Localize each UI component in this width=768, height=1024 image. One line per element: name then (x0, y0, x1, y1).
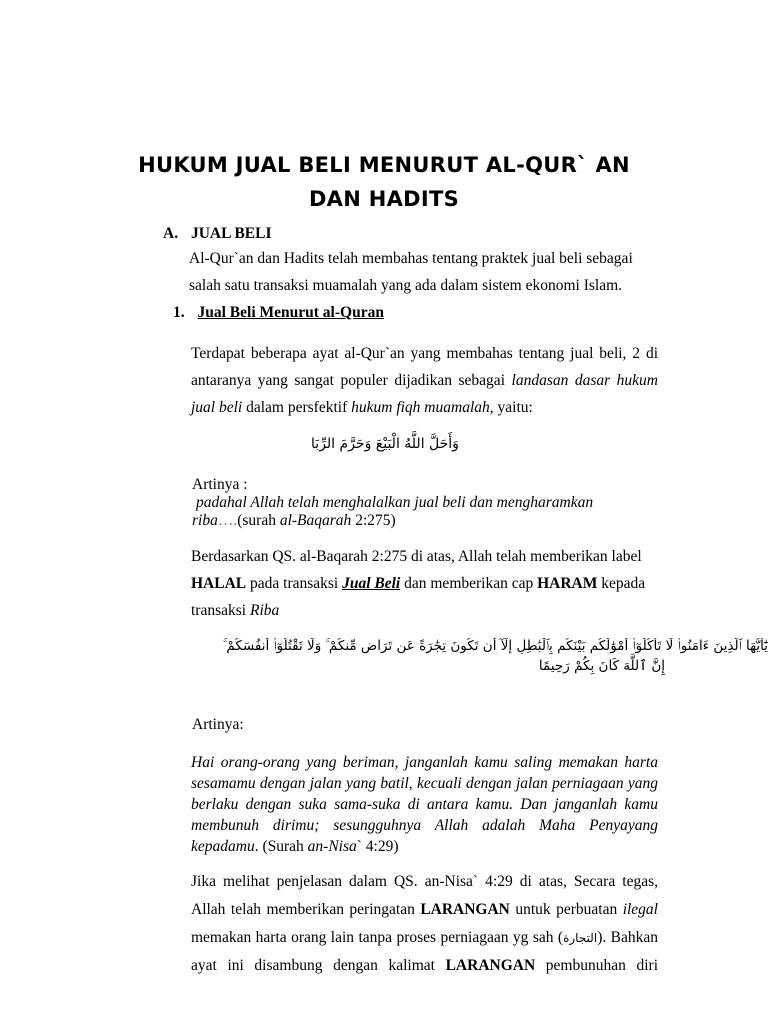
quran-verse-2-line-1: يَٰٓأَيُّهَا ٱلَّذِينَ ءَامَنُوا۟ لَا تَأْكُلُوٓا۟ أَمْوَٰلَكُم بَيْنَكُم بِٱلْبَٰطِلِ إِلَّآ أَن تَكُونَ تِجَٰرَةً عَن تَرَاضٍ مِّنكُمْ ۚ وَلَا تَقْتُلُوٓا۟ أَنفُسَكُمْ ۚ (223, 638, 768, 654)
text-run: dan memberikan cap (400, 575, 538, 592)
bold-term: LARANGAN (420, 901, 510, 918)
italic-term: landasan dasar hukum (511, 372, 659, 389)
italic-term: al-Baqarah (279, 512, 352, 529)
translation-2-line-1: Hai orang-orang yang beriman, janganlah kamu saling memakan harta (191, 754, 658, 771)
italic-term: hukum fiqh muamalah (351, 399, 490, 416)
section-a-intro-line-2: salah satu transaksi muamalah yang ada dalam sistem ekonomi Islam. (189, 277, 623, 294)
text-run: (surah (237, 512, 280, 529)
italic-term: riba (192, 512, 218, 529)
paragraph-3-line-2 (191, 896, 658, 924)
text-run: Allah telah memberikan peringatan (191, 901, 421, 918)
translation-2-line-2: sesamamu dengan jalan yang batil, kecuali dengan jalan perniagaan yang (191, 775, 658, 792)
translation-2-line-5 (191, 836, 658, 857)
paragraph-2-line-2 (191, 570, 661, 597)
bold-italic-term: Jual Beli (342, 575, 401, 592)
paragraph-3-line-4 (191, 952, 658, 980)
paragraph-2-line-3 (191, 597, 661, 624)
text-run: memakan harta orang lain tanpa proses perniagaan yg sah ( (191, 929, 564, 946)
paragraph-3-line-3 (191, 924, 658, 952)
text-run: ` 4:29) (356, 838, 399, 855)
text-run: , yaitu: (489, 399, 533, 416)
section-a-title: JUAL BELI (190, 225, 272, 242)
translation-2-line-3: berlaku dengan suka sama-suka di antara kamu. Dan janganlah kamu (191, 796, 658, 813)
bold-term: LARANGAN (445, 957, 536, 974)
text-run: transaksi (191, 602, 250, 619)
subsection-1-marker: 1. (173, 304, 185, 321)
section-a-marker: A. (163, 225, 179, 242)
translation-2-label: Artinya: (192, 716, 244, 733)
section-a-heading (163, 225, 272, 243)
quran-verse-2-line-2: إِنَّ ٱللَّهَ كَانَ بِكُمْ رَحِيمًا (538, 658, 665, 674)
paragraph-3-line-1: Jika melihat penjelasan dalam QS. an-Nisa` 4:29 di atas, Secara tegas, (191, 873, 658, 890)
text-run: ). Bahkan (597, 929, 658, 946)
ellipsis: …. (217, 512, 238, 529)
italic-term: Riba (249, 602, 280, 619)
text-run: kepada (597, 575, 646, 592)
paragraph-1 (191, 340, 658, 421)
subsection-1-title: Jual Beli Menurut al-Quran (197, 304, 384, 321)
bold-term: HALAL (191, 575, 247, 592)
text-run: antaranya yang sangat populer dijadikan sebagai (191, 372, 512, 389)
arabic-term: التجارة (563, 931, 598, 945)
paragraph-3 (191, 868, 658, 980)
paragraph-1-line-1: Terdapat beberapa ayat al-Qur`an yang membahas tentang jual beli, 2 di (191, 345, 658, 362)
subsection-1-heading (173, 304, 384, 322)
italic-term: an-Nisa (307, 838, 357, 855)
translation-1-label: Artinya : (192, 476, 248, 493)
text-run: pembunuhan diri (535, 957, 659, 974)
paragraph-1-line-2 (191, 367, 658, 394)
text-run: untuk perbuatan (509, 901, 623, 918)
text-run: dalam persfektif (242, 399, 352, 416)
text-run: . (Surah (254, 838, 308, 855)
translation-2-line-4: membunuh dirimu; sesungguhnya Allah adalah Maha Penyayang (191, 817, 658, 834)
paragraph-2 (191, 543, 661, 624)
bold-term: HARAM (537, 575, 598, 592)
quran-verse-1: وَأَحَلَّ اللَّهُ الْبَيْعَ وَحَرَّمَ الرِّبَا (311, 436, 459, 452)
italic-term: kepadamu (191, 838, 255, 855)
text-run: ayat ini disambung dengan kalimat (191, 957, 446, 974)
translation-1-line-2 (192, 512, 396, 530)
paragraph-1-line-3 (191, 394, 658, 421)
italic-term: jual beli (191, 399, 243, 416)
paragraph-2-line-1: Berdasarkan QS. al-Baqarah 2:275 di atas, Allah telah memberikan label (191, 548, 642, 565)
italic-term: ilegal (622, 901, 658, 918)
translation-2 (191, 752, 658, 857)
text-run: 2:275) (351, 512, 396, 529)
section-a-intro-line-1: Al-Qur`an dan Hadits telah membahas tentang praktek jual beli sebagai (189, 250, 633, 267)
document-title: HUKUM JUAL BELI MENURUT AL-QUR` AN DAN HADITS (138, 153, 630, 211)
translation-1-line-1: padahal Allah telah menghalalkan jual beli dan mengharamkan (196, 494, 594, 511)
text-run: pada transaksi (246, 575, 343, 592)
